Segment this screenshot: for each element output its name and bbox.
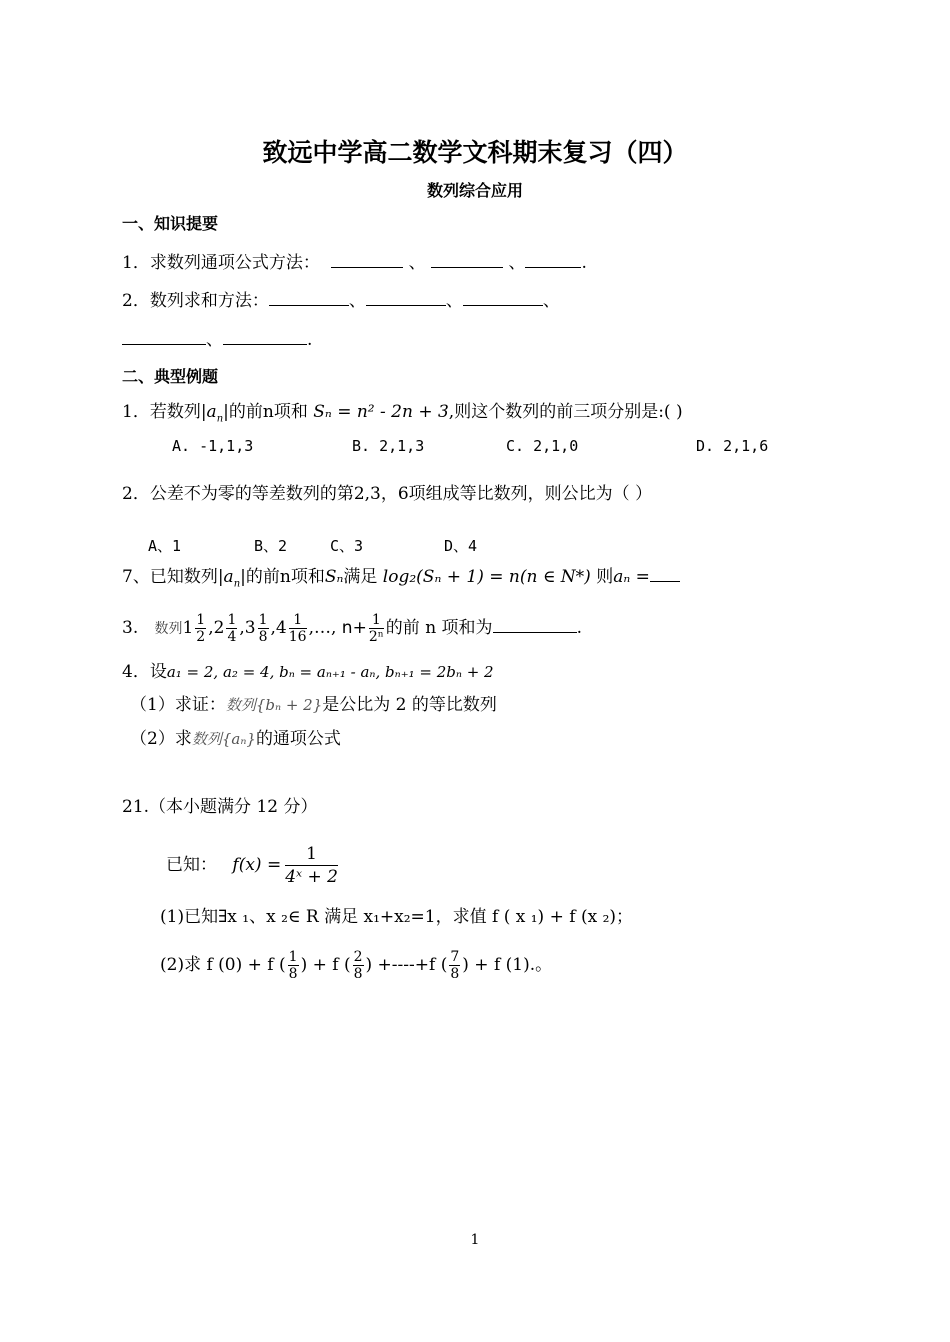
answer-blank [650, 565, 680, 582]
q3-term-4: 4 [275, 618, 287, 638]
q3-general-frac: $\frac{1}{\text{2ⁿ}}$ [368, 612, 384, 645]
q2-choice-c: C、3 [330, 537, 364, 555]
q3-frac-4: $\frac{1}{16}$ [288, 612, 307, 645]
q21-function-frac: $\frac{1}{\text{4ˣ + 2}}$ [285, 844, 338, 887]
q3-term-1: 1 [182, 618, 194, 638]
knowledge-item-2-text: 2．数列求和方法： [122, 291, 269, 311]
q21-given [166, 843, 340, 888]
q3-term-2: 2 [213, 618, 225, 638]
answer-blank [331, 251, 403, 268]
q2-choice-a: A、1 [148, 537, 182, 555]
q1-suffix: ,则这个数列的前三项分别是:( ) [448, 402, 683, 422]
q7-formula: log₂(Sₙ + 1) = n(n ∈ N*) [382, 567, 591, 587]
answer-blank [122, 328, 206, 345]
q1-sequence: $|a_n|$ [200, 402, 229, 425]
q21-p2-end: ) + f (1).。 [462, 955, 553, 975]
q21-p2-mid1: ) + f ( [300, 955, 351, 975]
q21-given-label: 已知： [166, 855, 217, 875]
q4-p2-math: 数列{aₙ} [191, 730, 256, 748]
answer-blank [269, 289, 349, 306]
q7-tail: 则 [596, 567, 614, 587]
q3-term-3: 3 [244, 618, 256, 638]
question-7 [122, 565, 680, 595]
question-21-heading: 21.（本小题满分 12 分） [122, 797, 318, 817]
q1-formula: Sₙ = n² - 2n + 3 [313, 402, 449, 422]
knowledge-item-2: 2．数列求和方法： 、 、 、 [122, 291, 560, 311]
q21-part-2 [160, 942, 552, 988]
q3-frac-2: $\frac{1}{4}$ [227, 612, 237, 645]
q21-part-1: (1)已知∃x ₁、x ₂∈ R 满足 x₁+x₂=1，求值 f ( x ₁) + f (x ₂)； [160, 907, 634, 927]
q3-dots: ,…, [308, 618, 337, 638]
q21-function: f(x) = [232, 855, 282, 875]
q4-prefix: 4．设 [122, 662, 167, 682]
q7-sequence: $|a_n|$ [217, 567, 246, 590]
q4-p2-lead: （2）求 [130, 729, 192, 749]
q3-suffix: 的前 n 项和为 [385, 618, 493, 638]
knowledge-item-1-text: 1．求数列通项公式方法： [122, 253, 320, 273]
page-title: 致远中学高二数学文科期末复习（四） [262, 138, 688, 167]
q4-p1-math: 数列{bₙ + 2} [225, 696, 323, 714]
knowledge-item-2-cont: 、 . [122, 328, 312, 351]
q4-p2-tail: 的通项公式 [255, 729, 341, 749]
answer-blank [493, 616, 577, 633]
q4-p1-tail: 是公比为 2 的等比数列 [322, 695, 497, 715]
q3-frac-3: $\frac{1}{8}$ [258, 612, 268, 645]
q3-general: n+ [341, 618, 367, 638]
q2-choice-b: B、2 [254, 537, 288, 555]
question-1 [122, 401, 683, 430]
q3-number: 3. [122, 618, 139, 638]
q21-p2-mid2: ) +----+f ( [365, 955, 448, 975]
question-4 [122, 661, 494, 683]
q7-an: aₙ = [613, 567, 650, 587]
q1-choice-c: C. 2,1,0 [506, 437, 579, 455]
section2-heading: 二、典型例题 [122, 367, 219, 386]
q1-text: 的前n项和 [228, 402, 308, 422]
q21-frac-1: $\frac{1}{8}$ [288, 949, 298, 982]
answer-blank [223, 328, 307, 345]
q21-frac-3: $\frac{7}{8}$ [450, 949, 460, 982]
q7-sn: Sₙ [324, 567, 344, 587]
question-2: 2．公差不为零的等差数列的第2,3，6项组成等比数列，则公比为（ ） [122, 484, 653, 504]
q4-p1-lead: （1）求证： [130, 695, 226, 715]
q21-frac-2: $\frac{2}{8}$ [353, 949, 363, 982]
q7-cond: 满足 [343, 567, 378, 587]
knowledge-item-1: 1．求数列通项公式方法： 、 、 . [122, 253, 587, 273]
answer-blank [366, 289, 446, 306]
q2-choice-d: D、4 [444, 537, 478, 555]
answer-blank [431, 251, 503, 268]
q4-part-2 [130, 728, 341, 750]
q4-part-1 [130, 694, 497, 716]
q4-formula: a₁ = 2, a₂ = 4, bₙ = aₙ₊₁ - aₙ, bₙ₊₁ = 2bₙ + 2 [166, 663, 494, 681]
page-number: 1 [470, 1232, 480, 1248]
answer-blank [525, 251, 581, 268]
q1-prefix: 1．若数列 [122, 402, 201, 422]
q3-frac-1: $\frac{1}{2}$ [196, 612, 206, 645]
page-subtitle: 数列综合应用 [426, 181, 523, 200]
q3-lead: 数列 [154, 621, 183, 637]
q1-choice-d: D. 2,1,6 [696, 437, 769, 455]
answer-blank [463, 289, 543, 306]
q1-choice-a: A. -1,1,3 [172, 437, 254, 455]
q3-end: . [576, 618, 582, 638]
q7-mid: 的前n项和 [245, 567, 325, 587]
q21-p2-lead: (2)求 f (0) + f ( [160, 955, 286, 975]
q1-choice-b: B. 2,1,3 [352, 437, 425, 455]
section1-heading: 一、知识提要 [122, 214, 219, 233]
q7-prefix: 7、已知数列 [122, 567, 218, 587]
question-3: 3. 数列1 $\frac{1}{2}$ ,2 $\frac{1}{4}$ ,3 $\frac{1}{8}$ ,4 $\frac{1}{16}$ ,…, n+ $\frac{1}{\text{2ⁿ}}$ 的前 n 项和为 . [122, 612, 582, 645]
